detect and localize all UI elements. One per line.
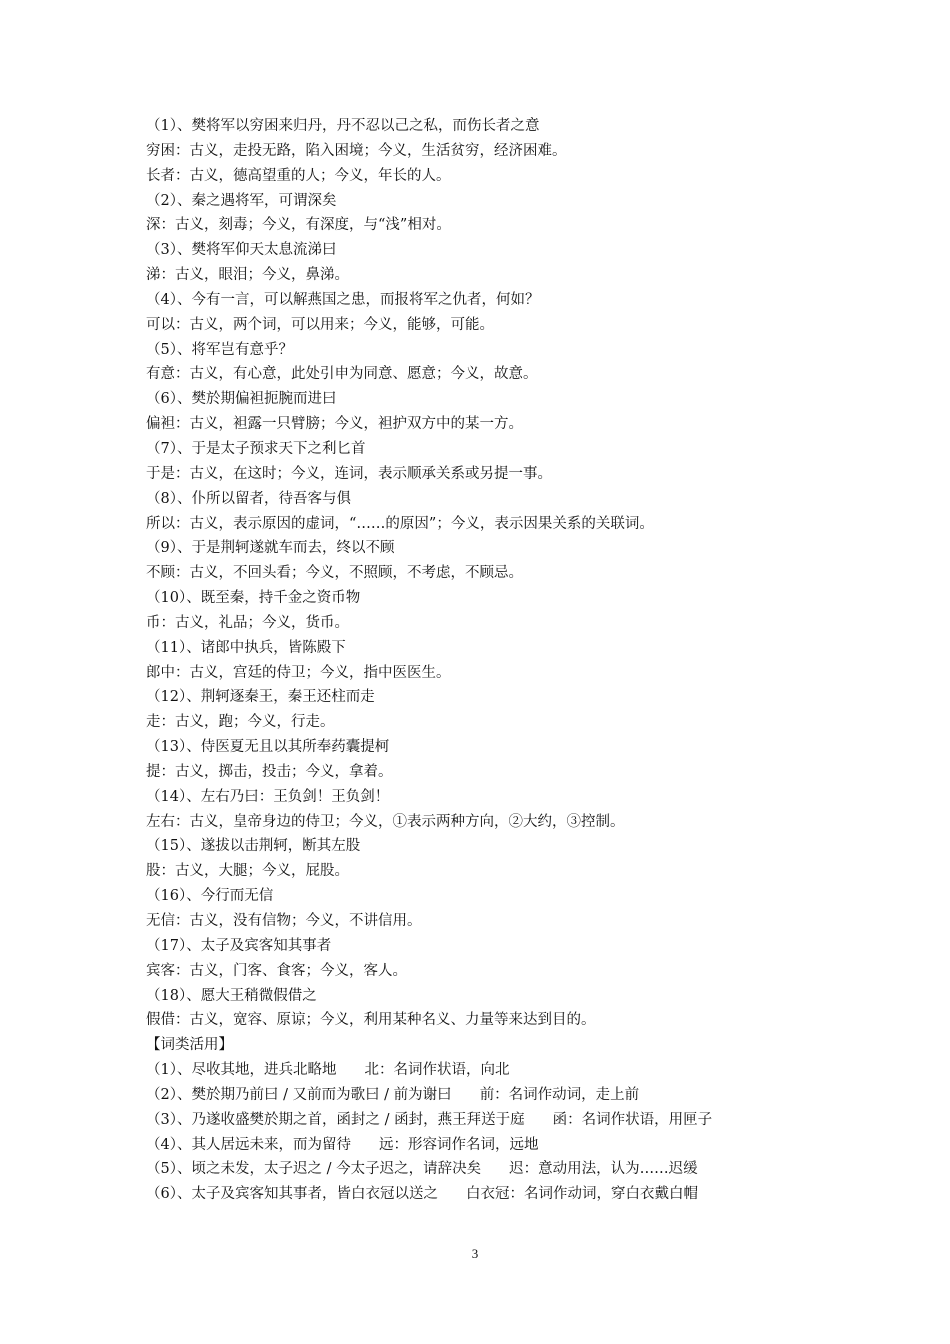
text-line: （6）、樊於期偏袒扼腕而进曰 bbox=[146, 391, 337, 408]
usage-note: 北：名词作状语，向北 bbox=[364, 1062, 510, 1079]
usage-sentence: （1）、尽收其地，进兵北略地 bbox=[146, 1062, 337, 1079]
text-line: 左右：古义，皇帝身边的侍卫；今义，①表示两种方向，②大约，③控制。 bbox=[146, 813, 625, 830]
text-line: （17）、太子及宾客知其事者 bbox=[146, 937, 332, 954]
text-line: 有意：古义，有心意，此处引申为同意、愿意；今义，故意。 bbox=[146, 366, 538, 383]
text-line: 郎中：古义，宫廷的侍卫；今义，指中医医生。 bbox=[146, 664, 451, 681]
text-line: （18）、愿大王稍微假借之 bbox=[146, 987, 317, 1004]
document-body bbox=[146, 114, 826, 1207]
text-line: 币：古义，礼品；今义，货币。 bbox=[146, 614, 349, 631]
text-line: 长者：古义，德高望重的人；今义，年长的人。 bbox=[146, 167, 451, 184]
usage-item bbox=[146, 1182, 826, 1207]
text-line: （2）、秦之遇将军，可谓深矣 bbox=[146, 192, 337, 209]
text-line: 所以：古义，表示原因的虚词，“……的原因”；今义，表示因果关系的关联词。 bbox=[146, 515, 654, 532]
text-line: （9）、于是荆轲遂就车而去，终以不顾 bbox=[146, 540, 395, 557]
text-line: 穷困：古义，走投无路，陷入困境；今义，生活贫穷，经济困难。 bbox=[146, 142, 567, 159]
text-line: 偏袒：古义，袒露一只臂膀；今义，袒护双方中的某一方。 bbox=[146, 416, 523, 433]
usage-sentence: （4）、其人居远未来，而为留待 bbox=[146, 1136, 351, 1153]
page-number: 3 bbox=[471, 1246, 479, 1261]
usage-note: 函：名词作状语，用匣子 bbox=[552, 1111, 713, 1128]
text-line: 股：古义，大腿；今义，屁股。 bbox=[146, 863, 349, 880]
text-line: 深：古义，刻毒；今义，有深度，与“浅”相对。 bbox=[146, 217, 451, 234]
text-line: 无信：古义，没有信物；今义，不讲信用。 bbox=[146, 913, 422, 929]
usage-note: 迟：意动用法，认为……迟缓 bbox=[509, 1161, 698, 1178]
usage-note: 白衣冠：名词作动词，穿白衣戴白帽 bbox=[465, 1186, 698, 1203]
text-line: （7）、于是太子预求天下之利匕首 bbox=[146, 440, 366, 457]
usage-item bbox=[146, 1133, 826, 1158]
usage-item bbox=[146, 1058, 826, 1083]
text-line: （11）、诸郎中执兵，皆陈殿下 bbox=[146, 639, 346, 656]
text-line: （10）、既至秦，持千金之资币物 bbox=[146, 590, 361, 607]
text-line: 宾客：古义，门客、食客；今义，客人。 bbox=[146, 962, 407, 979]
usage-sentence: （5）、顷之未发，太子迟之 / 今太子迟之，请辞决矣 bbox=[146, 1161, 482, 1178]
section-heading: 【词类活用】 bbox=[146, 1037, 233, 1054]
text-line: （13）、侍医夏无且以其所奉药囊提柯 bbox=[146, 739, 390, 756]
text-line: （5）、将军岂有意乎？ bbox=[146, 341, 293, 358]
text-line: 涕：古义，眼泪；今义，鼻涕。 bbox=[146, 267, 349, 284]
text-line: 不顾：古义，不回头看；今义，不照顾，不考虑，不顾忌。 bbox=[146, 565, 523, 582]
text-line: 可以：古义，两个词，可以用来；今义，能够，可能。 bbox=[146, 316, 494, 333]
text-line: 走：古义，跑；今义，行走。 bbox=[146, 714, 335, 731]
text-line: （8）、仆所以留者，待吾客与俱 bbox=[146, 490, 351, 507]
text-line: （12）、荆轲逐秦王，秦王还柱而走 bbox=[146, 689, 375, 706]
usage-sentence: （6）、太子及宾客知其事者，皆白衣冠以送之 bbox=[146, 1186, 438, 1203]
text-line: （3）、樊将军仰天太息流涕曰 bbox=[146, 242, 337, 259]
text-line: （16）、今行而无信 bbox=[146, 888, 274, 905]
usage-item bbox=[146, 1157, 826, 1182]
text-line: 于是：古义，在这时；今义，连词，表示顺承关系或另提一事。 bbox=[146, 465, 552, 482]
usage-item bbox=[146, 1083, 826, 1108]
text-line: （4）、今有一言，可以解燕国之患，而报将军之仇者，何如？ bbox=[146, 291, 540, 308]
text-line: （1）、樊将军以穷困来归丹，丹不忍以己之私，而伤长者之意 bbox=[146, 118, 540, 134]
usage-note: 远：形容词作名词，远地 bbox=[378, 1136, 539, 1153]
usage-note: 前：名词作动词，走上前 bbox=[479, 1086, 640, 1103]
text-line: 提：古义，掷击，投击；今义，拿着。 bbox=[146, 763, 393, 780]
usage-item bbox=[146, 1108, 826, 1133]
text-line: （15）、遂拔以击荆轲，断其左股 bbox=[146, 838, 361, 855]
usage-sentence: （2）、樊於期乃前曰 / 又前而为歌曰 / 前为谢曰 bbox=[146, 1086, 452, 1103]
text-line: 假借：古义，宽容、原谅；今义，利用某种名义、力量等来达到目的。 bbox=[146, 1012, 596, 1029]
text-line: （14）、左右乃曰：王负剑！王负剑！ bbox=[146, 788, 390, 805]
usage-sentence: （3）、乃遂收盛樊於期之首，函封之 / 函封，燕王拜送于庭 bbox=[146, 1111, 525, 1128]
